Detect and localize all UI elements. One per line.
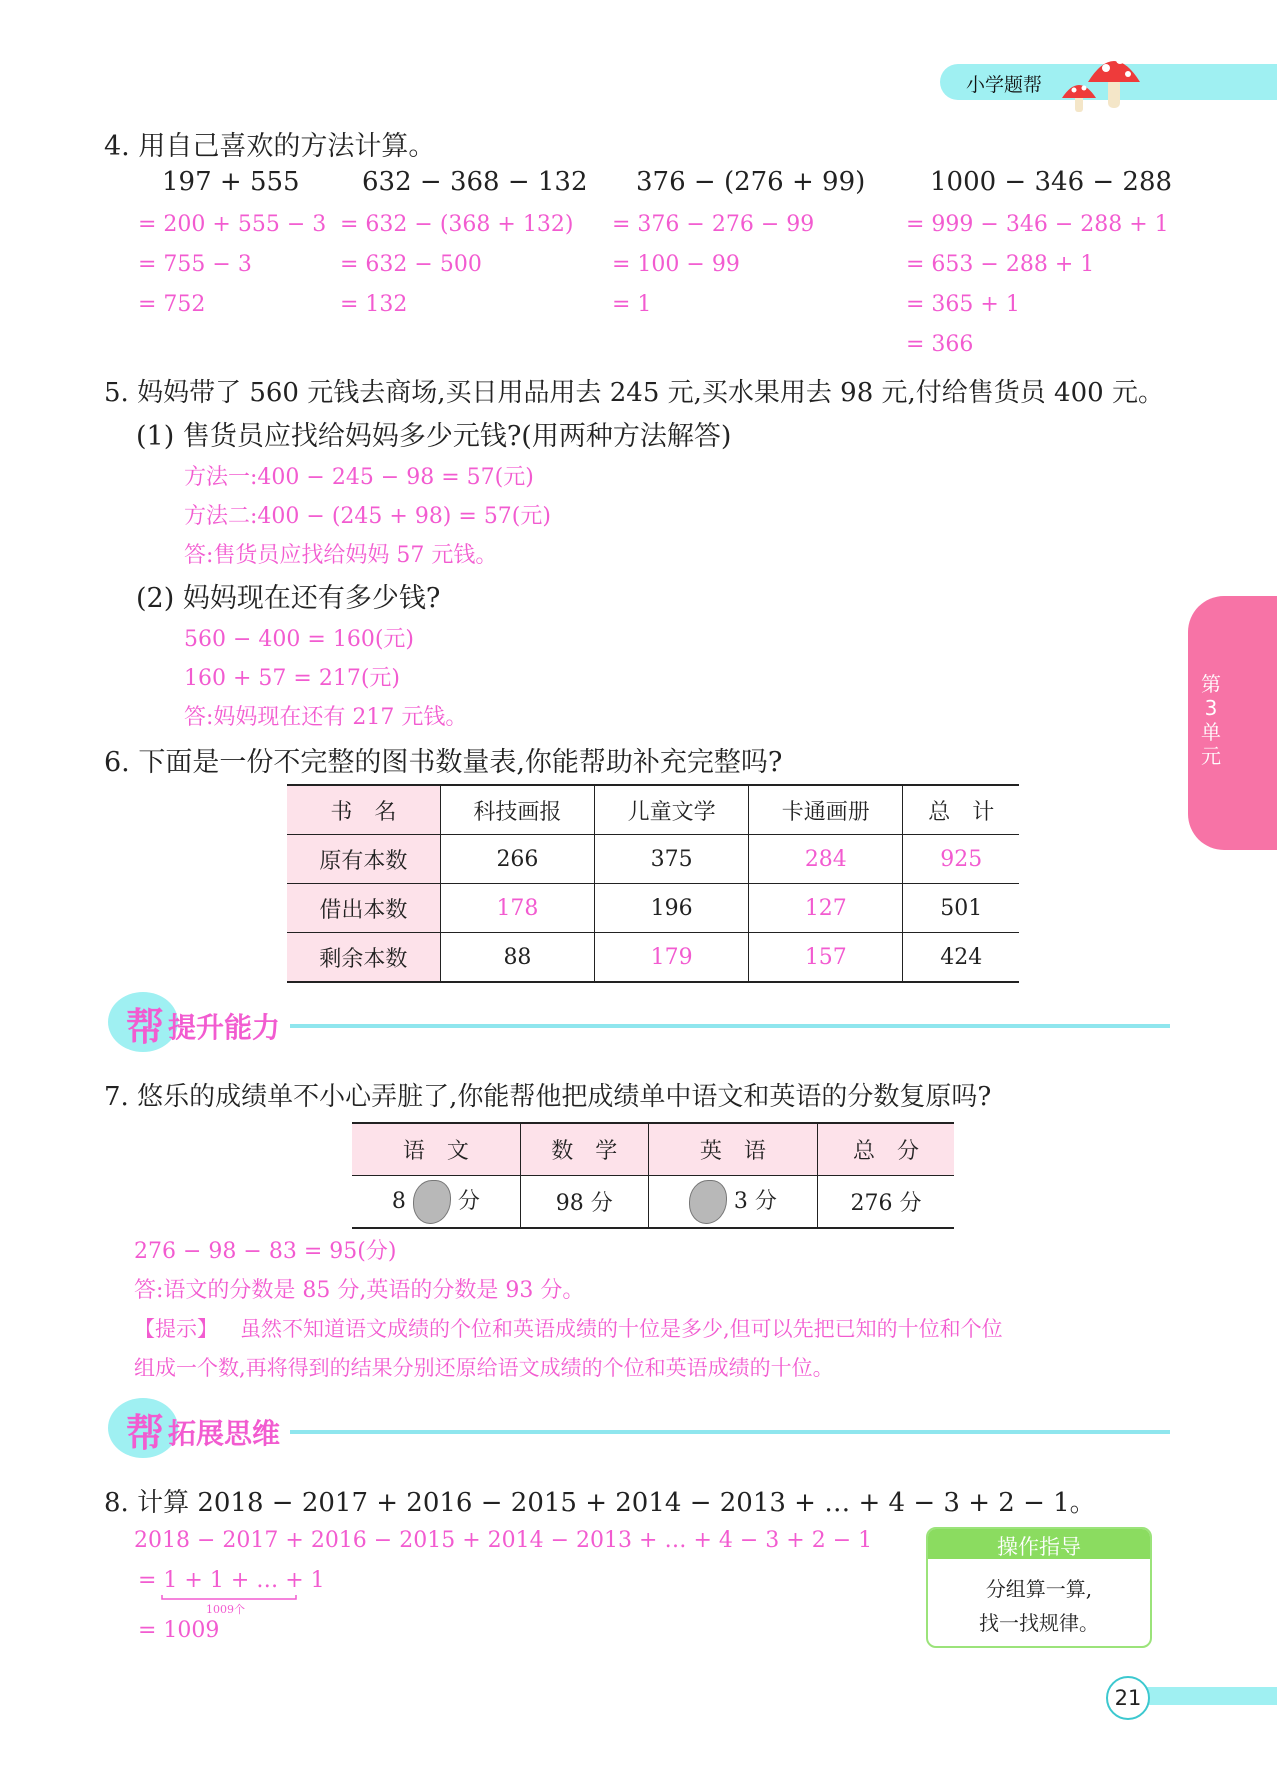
english-score-cell — [648, 1176, 817, 1229]
table-header-row — [287, 785, 1019, 835]
q8-step: = 1 + 1 + … + 1 — [138, 1568, 325, 1593]
section-divider — [290, 1430, 1170, 1434]
hint-line: 分组算一算, — [985, 1577, 1093, 1601]
row-label: 剩余本数 — [287, 933, 440, 983]
book-count-table — [287, 784, 1019, 983]
q4-step: = 100 − 99 — [612, 252, 740, 277]
q4-step: = 376 − 276 − 99 — [612, 212, 815, 237]
table-header: 语 文 — [352, 1123, 520, 1176]
table-header: 总 计 — [903, 785, 1019, 835]
page-number: 21 — [1106, 1676, 1150, 1720]
table-header-row — [352, 1123, 954, 1176]
q4-expr-4: 1000 − 346 − 288 — [930, 167, 1173, 197]
table-cell: 424 — [903, 933, 1019, 983]
q4-step: = 200 + 555 − 3 — [138, 212, 327, 237]
q7-hint-line: 虽然不知道语文成绩的个位和英语成绩的十位是多少,但可以先把已知的十位和个位 — [240, 1317, 1003, 1341]
table-header: 英 语 — [648, 1123, 817, 1176]
q4-step: = 1 — [612, 292, 652, 317]
q5-answer: 答:售货员应找给妈妈 57 元钱。 — [184, 543, 498, 568]
chinese-score-cell — [352, 1176, 520, 1229]
q5-sub1-prompt: (1) 售货员应找给妈妈多少元钱?(用两种方法解答) — [136, 421, 732, 452]
table-cell: 88 — [440, 933, 594, 983]
chinese-score-suffix: 分 — [457, 1188, 480, 1214]
q7-prompt: 7. 悠乐的成绩单不小心弄脏了,你能帮他把成绩单中语文和英语的分数复原吗? — [104, 1082, 992, 1112]
score-table — [352, 1122, 954, 1229]
q4-step: = 365 + 1 — [906, 292, 1020, 317]
section-divider — [290, 1024, 1170, 1028]
table-cell-answer: 925 — [903, 835, 1019, 884]
table-header: 书 名 — [287, 785, 440, 835]
section-bang: 帮 — [126, 1005, 165, 1049]
brace-note: 1009个 — [206, 1603, 245, 1616]
table-cell-answer: 178 — [440, 884, 594, 933]
ink-smudge-icon — [413, 1180, 451, 1224]
q7-hint-line: 组成一个数,再将得到的结果分别还原给语文成绩的个位和英语成绩的十位。 — [134, 1356, 834, 1380]
table-cell: 501 — [903, 884, 1019, 933]
q4-prompt: 4. 用自己喜欢的方法计算。 — [104, 131, 436, 162]
table-cell-answer: 179 — [595, 933, 749, 983]
table-header: 总 分 — [817, 1123, 954, 1176]
table-cell: 98 分 — [520, 1176, 648, 1229]
table-row — [287, 933, 1019, 983]
q4-step: = 632 − (368 + 132) — [340, 212, 574, 237]
q5-answer: 方法二:400 − (245 + 98) = 57(元) — [184, 504, 551, 529]
hint-line: 找一找规律。 — [979, 1611, 1099, 1635]
table-header: 卡通画册 — [749, 785, 903, 835]
section-title-2: 拓展思维 — [168, 1417, 281, 1450]
q4-expr-2: 632 − 368 − 132 — [362, 167, 588, 197]
chapter-label: 第3单元 — [1201, 672, 1221, 768]
table-header: 科技画报 — [440, 785, 594, 835]
q4-expr-3: 376 − (276 + 99) — [636, 167, 866, 197]
table-cell-answer: 127 — [749, 884, 903, 933]
table-row — [287, 835, 1019, 884]
q7-hint-label: 【提示】 — [134, 1317, 218, 1341]
q8-step: = 1009 — [138, 1618, 220, 1643]
q4-step: = 999 − 346 − 288 + 1 — [906, 212, 1169, 237]
q5-answer: 560 − 400 = 160(元) — [184, 627, 414, 652]
q8-prompt: 8. 计算 2018 − 2017 + 2016 − 2015 + 2014 − 2013 + … + 4 − 3 + 2 − 1。 — [104, 1488, 1096, 1518]
english-score-suffix: 3 分 — [733, 1188, 777, 1214]
table-cell: 375 — [595, 835, 749, 884]
table-header: 数 学 — [520, 1123, 648, 1176]
page-bar — [1140, 1687, 1277, 1705]
table-row — [287, 884, 1019, 933]
header-title: 小学题帮 — [966, 74, 1043, 96]
q4-step: = 755 − 3 — [138, 252, 252, 277]
q4-step: = 366 — [906, 332, 974, 357]
q5-answer: 答:妈妈现在还有 217 元钱。 — [184, 705, 468, 730]
q4-expr-1: 197 + 555 — [162, 167, 300, 197]
table-cell-answer: 157 — [749, 933, 903, 983]
q4-step: = 632 − 500 — [340, 252, 482, 277]
table-cell: 196 — [595, 884, 749, 933]
q4-step: = 132 — [340, 292, 408, 317]
chinese-score-prefix: 8 — [391, 1188, 406, 1214]
q5-prompt: 5. 妈妈带了 560 元钱去商场,买日用品用去 245 元,买水果用去 98 元,付给售货员 400 元。 — [104, 378, 1164, 408]
table-cell-answer: 284 — [749, 835, 903, 884]
table-cell: 276 分 — [817, 1176, 954, 1229]
row-label: 原有本数 — [287, 835, 440, 884]
q7-answer: 276 − 98 − 83 = 95(分) — [134, 1239, 397, 1264]
q7-answer: 答:语文的分数是 85 分,英语的分数是 93 分。 — [134, 1278, 585, 1303]
table-row — [352, 1176, 954, 1229]
q5-sub2-prompt: (2) 妈妈现在还有多少钱? — [136, 583, 441, 614]
q4-step: = 752 — [138, 292, 206, 317]
table-cell: 266 — [440, 835, 594, 884]
q6-prompt: 6. 下面是一份不完整的图书数量表,你能帮助补充完整吗? — [104, 747, 783, 778]
ink-smudge-icon — [689, 1180, 727, 1224]
hint-box-body — [926, 1572, 1152, 1640]
row-label: 借出本数 — [287, 884, 440, 933]
q4-step: = 653 − 288 + 1 — [906, 252, 1095, 277]
q5-answer: 方法一:400 − 245 − 98 = 57(元) — [184, 465, 534, 490]
hint-box-title: 操作指导 — [997, 1535, 1081, 1559]
table-header: 儿童文学 — [595, 785, 749, 835]
section-bang: 帮 — [126, 1411, 165, 1455]
section-title-1: 提升能力 — [168, 1011, 281, 1044]
q5-answer: 160 + 57 = 217(元) — [184, 666, 400, 691]
q8-step: 2018 − 2017 + 2016 − 2015 + 2014 − 2013 + … + 4 − 3 + 2 − 1 — [134, 1528, 873, 1553]
mushroom-icon — [1058, 44, 1144, 116]
